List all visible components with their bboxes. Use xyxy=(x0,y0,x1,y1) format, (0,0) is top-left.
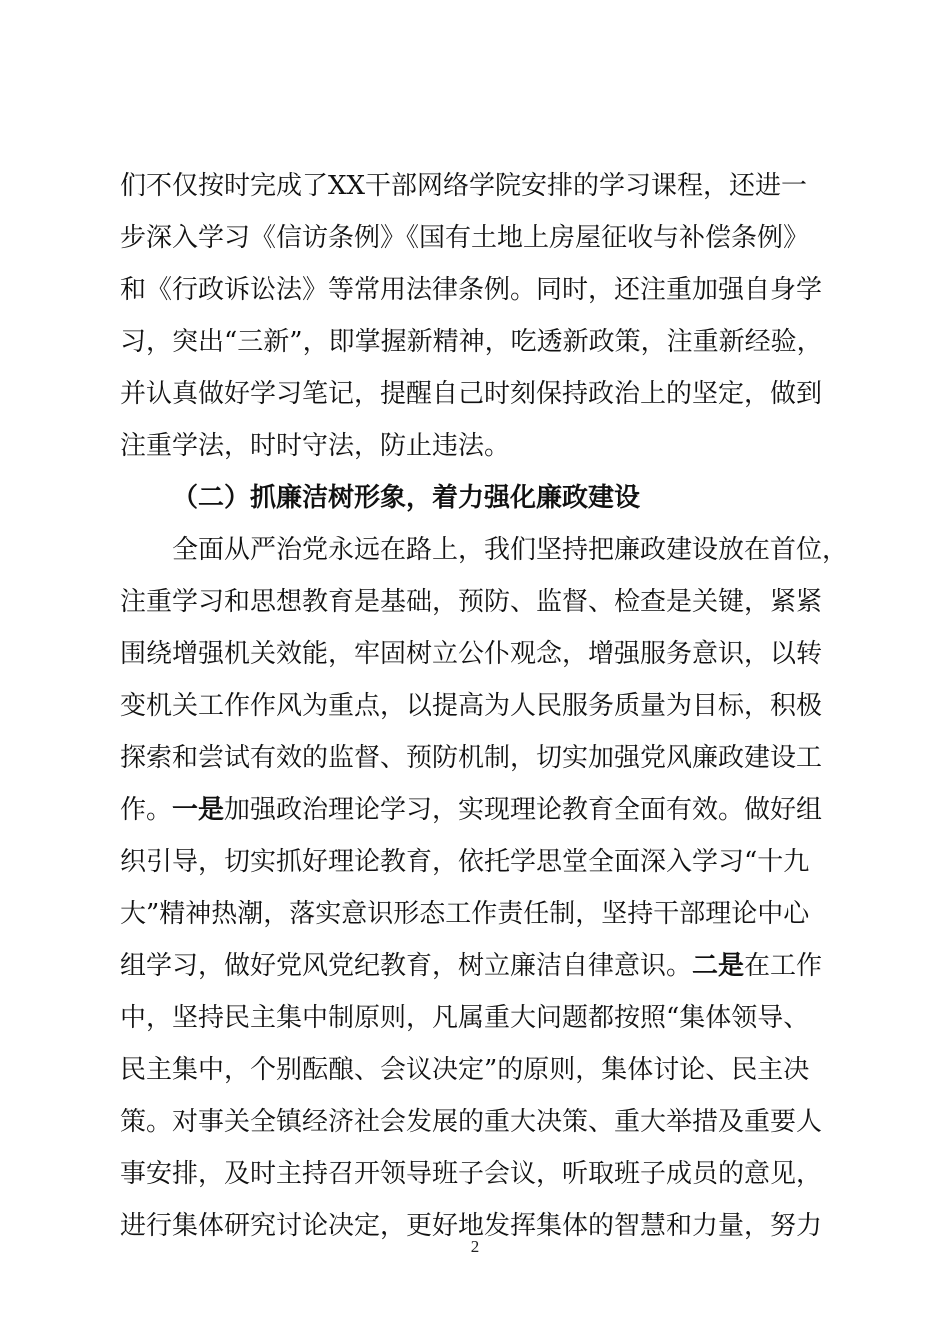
text-line: 习，突出“三新”，即掌握新精神，吃透新政策，注重新经验， xyxy=(120,327,823,357)
text-line: 织引导，切实抓好理论教育，依托学思堂全面深入学习“十九 xyxy=(120,847,810,877)
text-line: 和《行政诉讼法》等常用法律条例。同时，还注重加强自身学 xyxy=(120,275,823,305)
text-line: 策。对事关全镇经济社会发展的重大决策、重大举措及重要人 xyxy=(120,1107,823,1137)
text-run: 加强政治理论学习，实现理论教育全面有效。做好组 xyxy=(224,795,823,825)
text-line: 中，坚持民主集中制原则，凡属重大问题都按照“集体领导、 xyxy=(120,1003,810,1033)
text-line: 并认真做好学习笔记，提醒自己时刻保持政治上的坚定，做到 xyxy=(120,379,823,409)
text-line: 变机关工作作风为重点，以提高为人民服务质量为目标，积极 xyxy=(120,691,823,721)
paragraph xyxy=(120,524,849,1252)
text-run: 在工作 xyxy=(744,951,823,981)
text-line: 们不仅按时完成了XX干部网络学院安排的学习课程，还进一 xyxy=(120,171,808,201)
text-run: 组学习，做好党风党纪教育，树立廉洁自律意识。 xyxy=(120,951,693,981)
emphasis-run: 二是 xyxy=(692,951,745,981)
page-number: 2 xyxy=(470,1237,480,1256)
document-body xyxy=(120,160,849,1252)
text-line: 进行集体研究讨论决定，更好地发挥集体的智慧和力量，努力 xyxy=(120,1211,823,1241)
text-line: 事安排，及时主持召开领导班子会议，听取班子成员的意见， xyxy=(120,1159,823,1189)
text-line: 民主集中，个别酝酿、会议决定”的原则，集体讨论、民主决 xyxy=(120,1055,810,1085)
paragraph xyxy=(120,160,830,472)
text-line: 探索和尝试有效的监督、预防机制，切实加强党风廉政建设工 xyxy=(120,743,823,773)
text-line xyxy=(120,784,830,836)
text-line: 大”精神热潮，落实意识形态工作责任制，坚持干部理论中心 xyxy=(120,899,810,929)
text-line: 步深入学习《信访条例》《国有土地上房屋征收与补偿条例》 xyxy=(120,223,810,253)
emphasis-run: 一是 xyxy=(172,795,225,825)
text-line: 注重学法，时时守法，防止违法。 xyxy=(120,431,511,461)
section-heading: （二）抓廉洁树形象，着力强化廉政建设 xyxy=(172,483,641,513)
text-line: 注重学习和思想教育是基础，预防、监督、检查是关键，紧紧 xyxy=(120,587,823,617)
text-line xyxy=(120,940,830,992)
text-line: 围绕增强机关效能，牢固树立公仆观念，增强服务意识，以转 xyxy=(120,639,823,669)
text-line: 全面从严治党永远在路上，我们坚持把廉政建设放在首位， xyxy=(172,535,849,565)
text-run: 作。 xyxy=(120,795,173,825)
